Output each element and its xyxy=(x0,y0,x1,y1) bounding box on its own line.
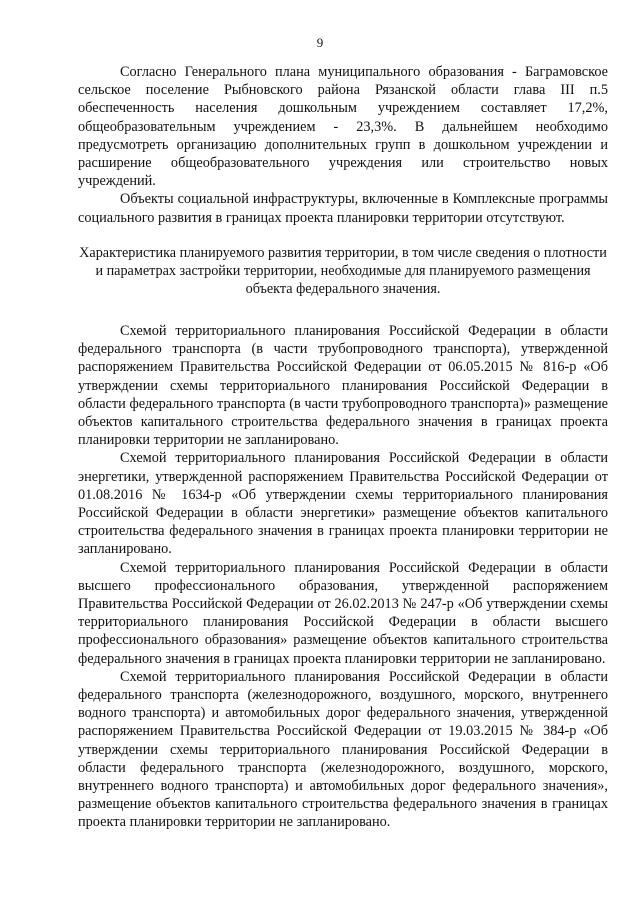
paragraph-social-infrastructure: Объекты социальной инфраструктуры, включенные в Комплексные программы социального развития в границах проекта планировки территории отсутствуют. xyxy=(78,191,608,226)
paragraph-higher-education: Схемой территориального планирования Российской Федерации в области высшего профессионального образования, утвержденной распоряжением Правительства Российской Федерации от 26.02.2013 № 247-р «Об утверждении схемы территориального планирования Российской Федерации в области высшего профессионального образования» размещение объектов капитального строительства федерального значения в границах проекта планировки территории не запланировано. xyxy=(78,559,608,667)
intro-section xyxy=(78,63,608,227)
paragraph-education-provision: Согласно Генерального плана муниципального образования - Баграмовское сельское поселение Рыбновского района Рязанской области глава III п.5 обеспеченность населения дошкольным учреждением составляет 17,2%, общеобразовательным учреждением - 23,3%. В дальнейшем необходимо предусмотреть организацию дополнительных групп в дошкольном учреждении и расширение общеобразовательного учреждения или строительство новых учреждений. xyxy=(78,64,608,190)
section-heading-block xyxy=(78,244,608,299)
section-heading: Характеристика планируемого развития территории, в том числе сведения о плотности и параметрах застройки территории, необходимые для планируемого размещения объекта федерального значения. xyxy=(79,245,607,298)
paragraph-pipeline-transport: Схемой территориального планирования Российской Федерации в области федерального транспорта (в части трубопроводного транспорта), утвержденной распоряжением Правительства Российской Федерации от 06.05.2015 № 816-р «Об утверждении схемы территориального планирования Российской Федерации в области федерального транспорта (в части трубопроводного транспорта)» размещение объектов капитального строительства федерального значения в границах проекта планировки территории не запланировано. xyxy=(78,323,608,449)
page-number: 9 xyxy=(316,35,324,50)
paragraph-energy: Схемой территориального планирования Российской Федерации в области энергетики, утвержденной распоряжением Правительства Российской Федерации от 01.08.2016 № 1634-р «Об утверждении схемы территориального планирования Российской Федерации в области энергетики» размещение объектов капитального строительства федерального значения в границах проекта планировки территории не запланировано. xyxy=(78,450,608,558)
main-section xyxy=(78,322,608,832)
paragraph-federal-transport: Схемой территориального планирования Российской Федерации в области федерального транспорта (железнодорожного, воздушного, морского, внутреннего водного транспорта) и автомобильных дорог федерального значения, утвержденной распоряжением Правительства Российской Федерации от 19.03.2015 № 384-р «Об утверждении схемы территориального планирования Российской Федерации в области федерального транспорта (железнодорожного, воздушного, морского, внутреннего водного транспорта) и автомобильных дорог федерального значения», размещение объектов капитального строительства федерального значения в границах проекта планировки территории не запланировано. xyxy=(78,668,608,831)
